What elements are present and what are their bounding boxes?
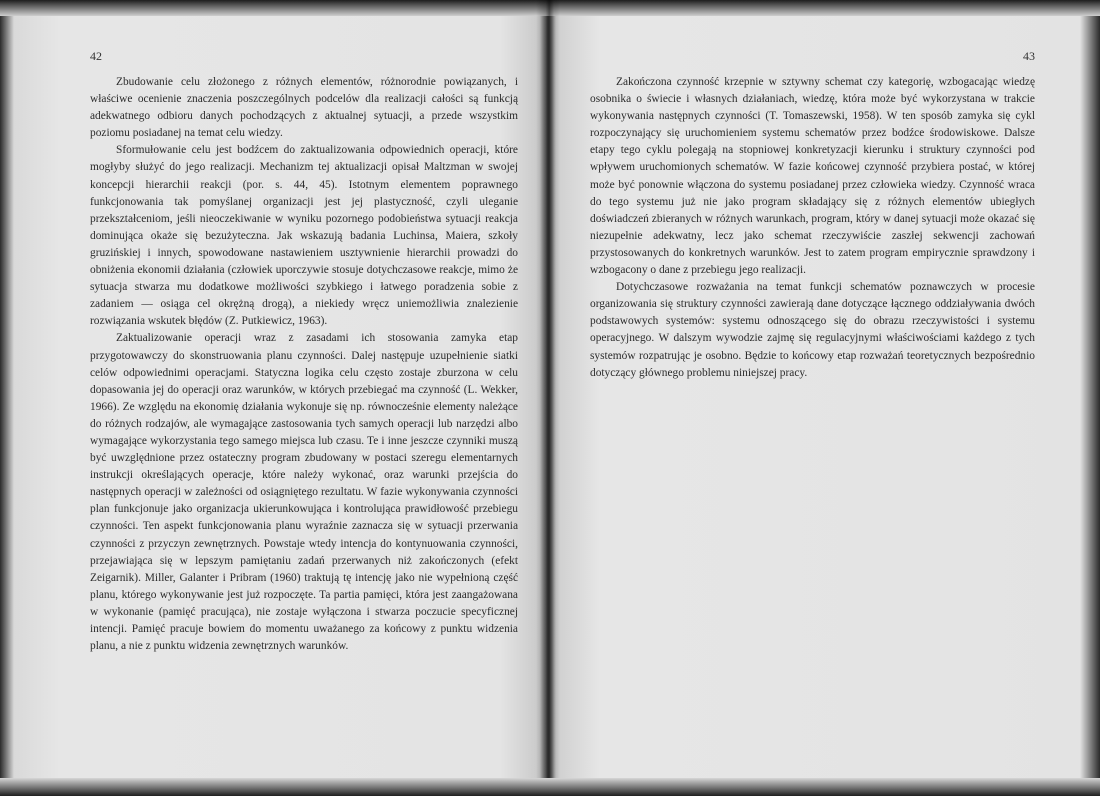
scan-bottom-edge	[0, 778, 1100, 796]
book-gutter	[536, 0, 560, 796]
paragraph: Sformułowanie celu jest bodźcem do zaktualizowania odpowiednich operacji, które mogłyby służyć do jego realizacji. Mechanizm tej aktualizacji opisał Maltzman w swojej koncepcji hierarchii reakcji (por. s. 44, 45). Istotnym elementem poprawnego funkcjonowania tak pomyślanej organizacji jest jej plastyczność, czyli uleganie przekształceniom, jeśli nieoczekiwanie w wyniku pozornego podobieństwa sytuacji reakcja dominująca okaże się bezużyteczna. Jak wskazują badania Luchinsa, Maiera, szkoły gruzińskiej i innych, spowodowane nastawieniem usztywnienie hierarchii prowadzi do obniżenia ekonomii działania (człowiek uporczywie stosuje dotychczasowe reakcje, mimo że sytuacja stwarza mu dodatkowe możliwości szybkiego i łatwego poradzenia sobie z zadaniem — osiąga cel okrężną drogą), a niekiedy wręcz uniemożliwia znalezienie rozwiązania wskutek błędów (Z. Putkiewicz, 1963).	[90, 144, 518, 328]
left-page-number: 42	[90, 49, 102, 63]
right-page-number: 43	[1023, 49, 1035, 63]
paragraph: Zakończona czynność krzepnie w sztywny schemat czy kategorię, wzbogacając wiedzę osobnika o świecie i własnych działaniach, wiedzę, która może być wykorzystana w trakcie wykonywania następnych czynności (T. Tomaszewski, 1958). W ten sposób zamyka się cykl rozpoczynający się uruchomieniem systemu schematów przez bodźce środowiskowe. Dalsze etapy tego cyklu polegają na stopniowej konkretyzacji kierunku i struktury czynności pod wpływem uruchomionych schematów. W fazie końcowej czynność przybiera postać, w której może być ponownie włączona do systemu posiadanej przez człowieka wiedzy. Czynność wraca do tego systemu już nie jako program składający się z różnych elementów ubiegłych doświadczeń zbieranych w różnych warunkach, program, który w danej sytuacji może okazać się niezupełnie adekwatny, lecz jako schemat rzeczywiście zaszłej sekwencji zachowań przystosowanych do konkretnych warunków. Jest to zatem program empirycznie sprawdzony i wzbogacony o dane z przebiegu jego realizacji.	[590, 76, 1035, 277]
right-page-body	[590, 74, 1035, 382]
paragraph: Zaktualizowanie operacji wraz z zasadami ich stosowania zamyka etap przygotowawczy do skonstruowania planu czynności. Dalej następuje uzupełnienie siatki celów odpowiednimi operacjami. Statyczna logika celu często zostaje zburzona w celu dopasowania jej do operacji oraz warunków, w których przebiegać ma czynność (L. Wekker, 1966). Ze względu na ekonomię działania wykonuje się np. równocześnie elementy należące do różnych rodzajów, ale wymagające zastosowania tych samych operacji lub narzędzi albo wymagające wykorzystania tego samego miejsca lub czasu. Te i inne jeszcze czynniki muszą być uwzględnione przez ostateczny program zbudowany w postaci szeregu elementarnych instrukcji określających operacje, które należy wykonać, oraz warunki przejścia do następnych operacji w zależności od osiągniętego rezultatu. W fazie wykonywania czynności plan funkcjonuje jako organizacja ukierunkowująca i kontrolująca prawidłowość przebiegu czynności. Ten aspekt funkcjonowania planu wyraźnie zaznacza się w sytuacji przerwania czynności z przyczyn zewnętrznych. Powstaje wtedy intencja do kontynuowania czynności, przejawiająca się w lepszym pamiętaniu zadań przerwanych niż zakończonych (efekt Zeigarnik). Miller, Galanter i Pribram (1960) traktują tę intencję jako nie wypełnioną część planu, którego wykonywanie jest już rozpoczęte. Ta partia pamięci, która jest zaangażowana w wykonanie (pamięć pracująca), nie zostaje wyłączona i stwarza poczucie specyficznej intencji. Pamięć pracuje bowiem do momentu uważanego za końcowy z punktu widzenia planu, a nie z punktu widzenia zewnętrznych warunków.	[90, 332, 518, 653]
paragraph: Dotychczasowe rozważania na temat funkcji schematów poznawczych w procesie organizowania się struktury czynności zawierają dane dotyczące łącznego oddziaływania dwóch podstawowych systemów: systemu odnoszącego się do obrazu rzeczywistości i systemu operacyjnego. W dalszym wywodzie zajmę się regulacyjnymi właściwościami każdego z tych systemów rozpatrując je osobno. Będzie to końcowy etap rozważań teoretycznych bezpośrednio dotyczący głównego problemu niniejszej pracy.	[590, 281, 1035, 379]
paragraph: Zbudowanie celu złożonego z różnych elementów, różnorodnie powiązanych, i właściwe ocenienie znaczenia poszczególnych podcelów dla realizacji całości są funkcją adekwatnego odbioru danych pochodzących z aktualnej sytuacji, a przede wszystkim poziomu posiadanej na temat celu wiedzy.	[90, 76, 518, 140]
left-page-body	[90, 74, 518, 655]
